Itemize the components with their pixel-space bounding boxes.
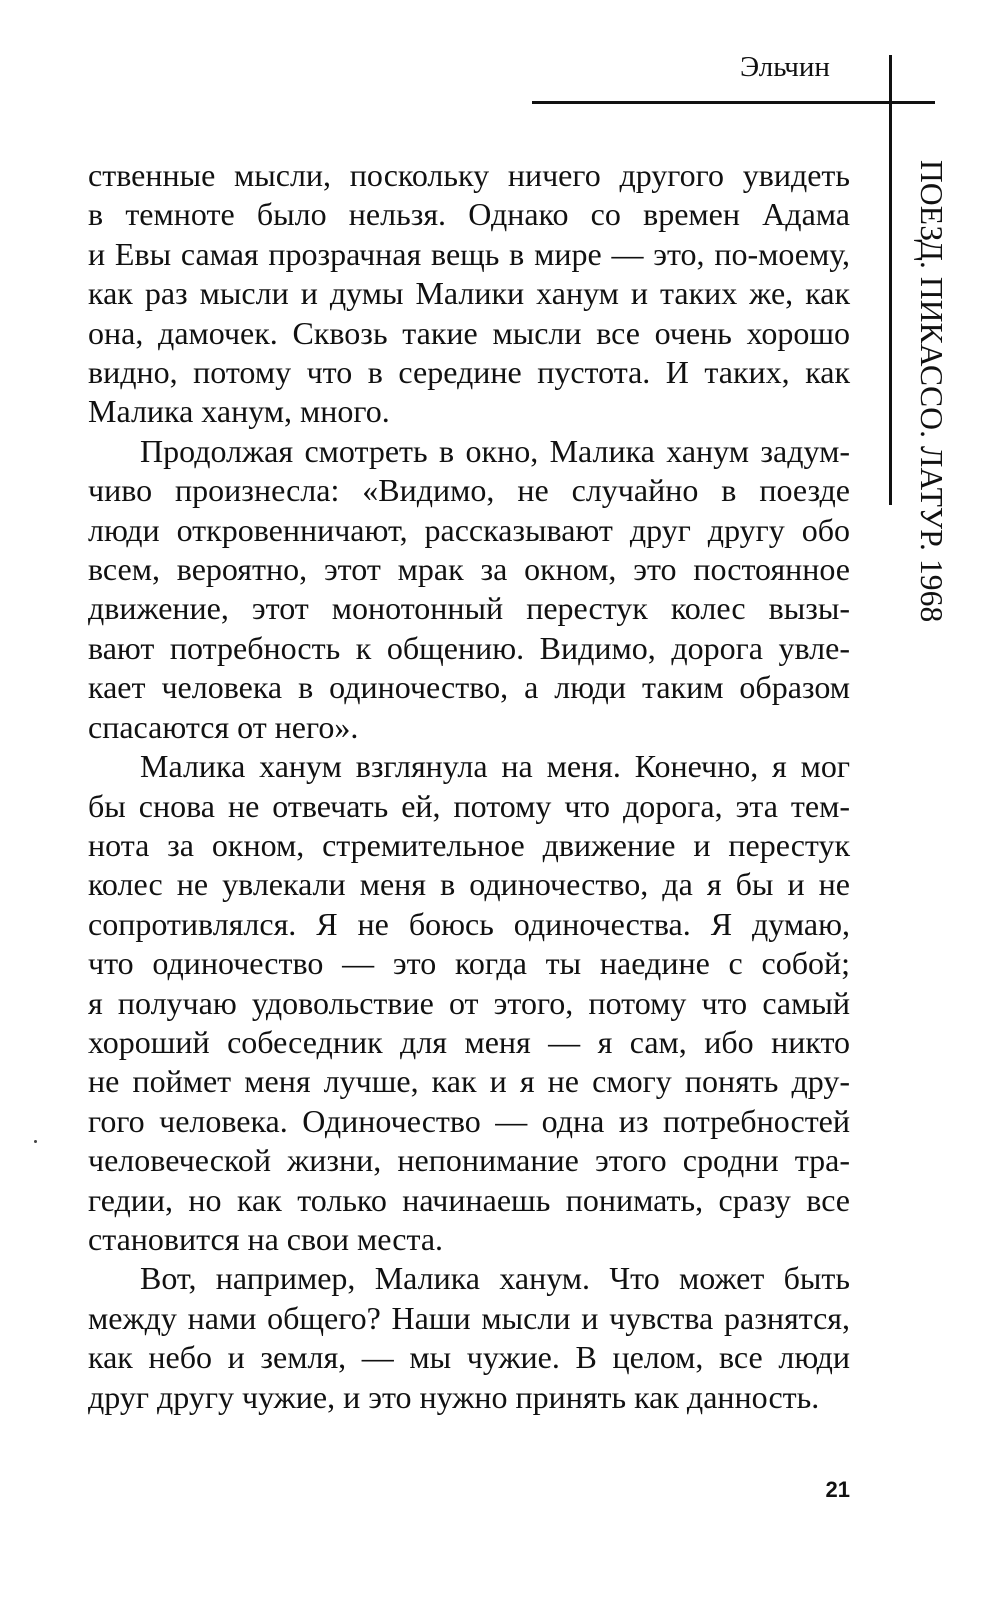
page-number: 21: [825, 1477, 850, 1502]
text-line: не поймет меня лучше, как и я не смогу понять дру-: [88, 1063, 850, 1100]
running-header-book-title: ПОЕЗД. ПИКАССО. ЛАТУР. 1968: [914, 160, 949, 623]
text-line: спасаются от него».: [88, 708, 359, 745]
text-line: я получаю удовольствие от этого, потому что самый: [88, 984, 850, 1021]
print-speck: [34, 1140, 37, 1143]
header-horizontal-rule: [532, 101, 935, 104]
text-line: в темноте было нельзя. Однако со времен Адама: [88, 196, 850, 233]
text-line: как небо и земля, — мы чужие. В целом, все люди: [88, 1339, 850, 1376]
text-line: хороший собеседник для меня — я сам, ибо никто: [88, 1023, 850, 1060]
text-line: люди откровенничают, рассказывают друг другу обо: [88, 511, 850, 548]
running-header-author: Эльчин: [740, 51, 830, 83]
text-line: сопротивлялся. Я не боюсь одиночества. Я думаю,: [88, 905, 850, 942]
text-line: Малика ханум, много.: [88, 393, 390, 430]
text-line: всем, вероятно, этот мрак за окном, это постоянное: [88, 551, 850, 588]
text-line: видно, потому что в середине пустота. И таких, как: [88, 354, 850, 391]
paragraph: [88, 156, 850, 432]
text-line: Продолжая смотреть в окно, Малика ханум задум-: [140, 432, 850, 469]
paragraph: [88, 1259, 850, 1417]
paragraph: [88, 747, 850, 1259]
text-line: становится на свои места.: [88, 1220, 444, 1257]
text-line: движение, этот монотонный перестук колес вызы-: [88, 590, 850, 627]
text-line: гедии, но как только начинаешь понимать, сразу все: [88, 1181, 850, 1218]
text-line: ственные мысли, поскольку ничего другого увидеть: [88, 157, 850, 193]
text-line: что одиночество — это когда ты наедине с собой;: [88, 945, 850, 982]
text-line: колес не увлекали меня в одиночество, да я бы и не: [88, 866, 850, 903]
text-line: Вот, например, Малика ханум. Что может быть: [140, 1260, 850, 1297]
text-line: бы снова не отвечать ей, потому что дорога, эта тем-: [88, 787, 850, 824]
text-line: человеческой жизни, непонимание этого сродни тра-: [88, 1142, 850, 1179]
text-line: и Евы самая прозрачная вещь в мире — это, по-моему,: [88, 235, 850, 272]
text-line: вают потребность к общению. Видимо, дорога увле-: [88, 629, 850, 666]
text-line: нота за окном, стремительное движение и перестук: [88, 826, 850, 863]
text-line: друг другу чужие, и это нужно принять как данность.: [88, 1378, 820, 1415]
text-line: между нами общего? Наши мысли и чувства разнятся,: [88, 1299, 850, 1336]
paragraph: [88, 432, 850, 747]
text-line: она, дамочек. Сквозь такие мысли все очень хорошо: [88, 314, 850, 351]
text-line: Малика ханум взглянула на меня. Конечно, я мог: [140, 748, 850, 785]
text-line: чиво произнесла: «Видимо, не случайно в поезде: [88, 472, 850, 509]
text-line: кает человека в одиночество, а люди таким образом: [88, 669, 850, 706]
text-line: как раз мысли и думы Малики ханум и таких же, как: [88, 275, 850, 312]
text-line: гого человека. Одиночество — одна из потребностей: [88, 1102, 850, 1139]
header-vertical-rule: [889, 55, 892, 505]
body-text: [88, 156, 850, 1417]
